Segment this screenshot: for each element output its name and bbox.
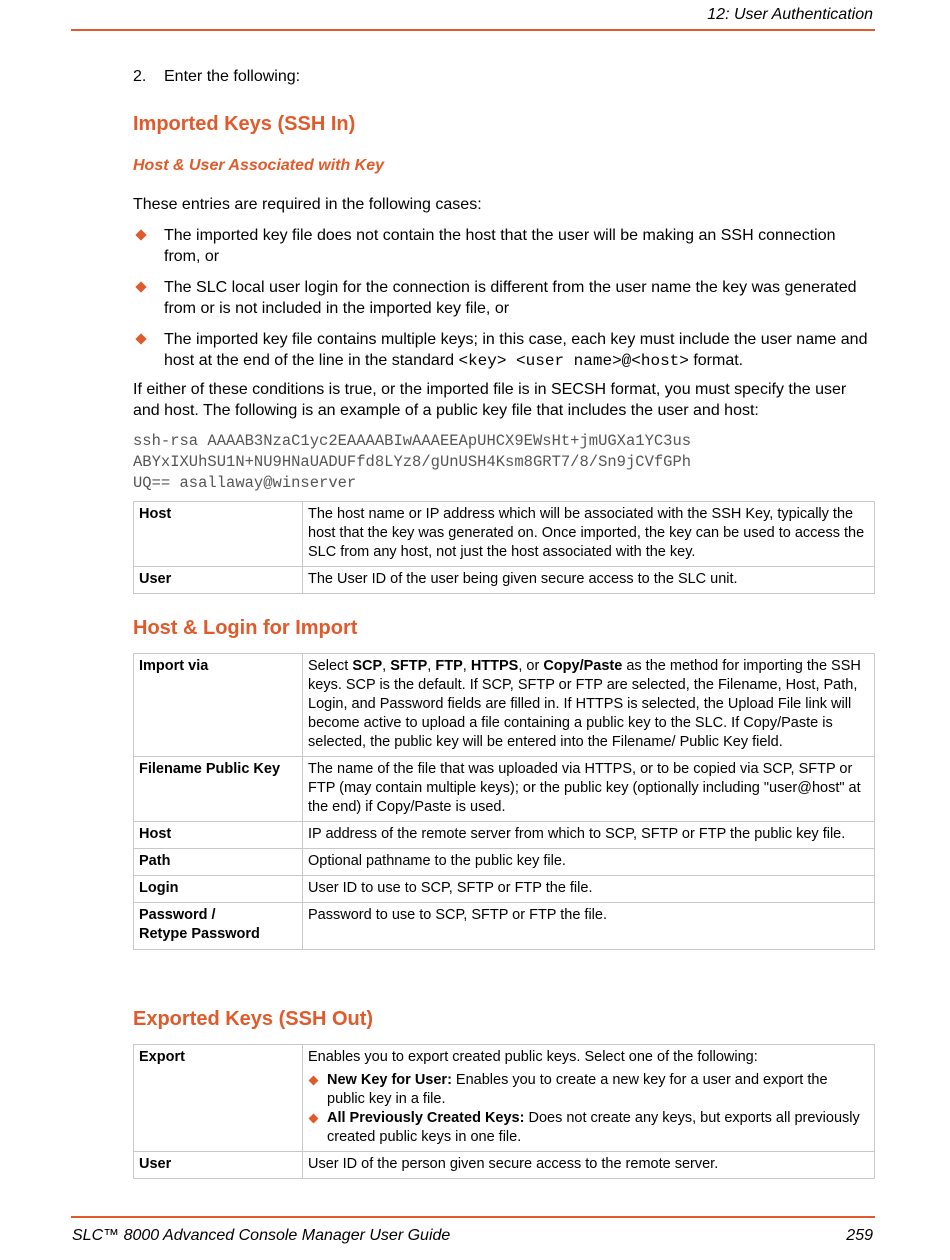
desc-user: The User ID of the user being given secure access to the SLC unit. [303, 567, 875, 594]
heading-host-login: Host & Login for Import [133, 617, 358, 639]
step-2 [133, 68, 875, 86]
footer-title: SLC™ 8000 Advanced Console Manager User Guide [72, 1227, 451, 1244]
step-number: 2. [133, 68, 147, 85]
heading-exported-keys: Exported Keys (SSH Out) [133, 1008, 374, 1030]
term-login: Login [134, 876, 303, 903]
term-filename: Filename Public Key [134, 757, 303, 822]
desc-export: Enables you to export created public keys. Select one of the following: New Key for User: Enables you to create a new key for a user and export the public key in a file. All Previously Created Keys: Does not create any keys, but exports all previously created public keys in one file. [303, 1045, 875, 1152]
term-password: Password / Retype Password [134, 903, 303, 950]
heading-imported-keys: Imported Keys (SSH In) [133, 113, 356, 135]
imported-keys-table [133, 501, 875, 594]
conditions-paragraph: If either of these conditions is true, or the imported file is in SECSH format, you must specify the user and host. The following is an example of a public key file that includes the user and host: [133, 381, 847, 419]
key-example-code: ssh-rsa AAAAB3NzaC1yc2EAAAABIwAAAEEApUHCX9EWsHt+jmUGXa1YC3us ABYxIXUhSU1N+NU9HNaUADUFfd8LYz8/gUnUSH4Ksm8GRT7/8/Sn9jCVfGPh UQ== asallaway@winserver [133, 432, 692, 492]
footer-rule [71, 1216, 875, 1218]
list-item: The imported key file does not contain the host that the user will be making an SSH connection from, or [133, 225, 875, 267]
term-user: User [134, 567, 303, 594]
list-item: All Previously Created Keys: Does not create any keys, but exports all previously created public keys in one file. [308, 1109, 869, 1147]
diamond-bullet-icon [135, 281, 146, 292]
table-row [134, 757, 875, 822]
diamond-bullet-icon [309, 1114, 319, 1124]
term-host: Host [134, 822, 303, 849]
term-path: Path [134, 849, 303, 876]
term-import-via: Import via [134, 654, 303, 757]
table-row [134, 1045, 875, 1152]
term-user: User [134, 1152, 303, 1179]
list-item: New Key for User: Enables you to create a new key for a user and export the public key in a file. [308, 1071, 869, 1109]
host-login-table [133, 653, 875, 950]
desc-login: User ID to use to SCP, SFTP or FTP the file. [303, 876, 875, 903]
subheading-host-user: Host & User Associated with Key [133, 157, 385, 174]
table-row [134, 903, 875, 950]
term-host: Host [134, 502, 303, 567]
desc-host: The host name or IP address which will be associated with the SSH Key, typically the host that the key was generated on. Once imported, the key can be used to access the SLC from any host, not just the host associated with the key. [303, 502, 875, 567]
diamond-bullet-icon [309, 1076, 319, 1086]
desc-import-via: Select SCP, SFTP, FTP, HTTPS, or Copy/Paste as the method for importing the SSH keys. SCP is the default. If SCP, SFTP or FTP are selected, the Filename, Host, Path, Login, and Password fields are filled in. If HTTPS is selected, the Upload File link will become active to upload a file containing a public key to the SLC. If Copy/Paste is selected, the public key will be entered into the Filename/ Public Key field. [303, 654, 875, 757]
table-row [134, 849, 875, 876]
page-number: 259 [846, 1227, 873, 1244]
key-format-code: <key> <user name>@<host> [458, 352, 689, 370]
exported-keys-table [133, 1044, 875, 1179]
desc-path: Optional pathname to the public key file. [303, 849, 875, 876]
intro-paragraph: These entries are required in the following cases: [133, 196, 482, 213]
export-options-list [308, 1071, 869, 1147]
conditions-list [133, 225, 875, 382]
list-item: The SLC local user login for the connection is different from the user name the key was generated from or is not included in the imported key file, or [133, 277, 875, 319]
step-text: Enter the following: [164, 68, 301, 85]
table-row [134, 567, 875, 594]
page-header: 12: User Authentication [707, 6, 873, 23]
table-row [134, 654, 875, 757]
list-item: The imported key file contains multiple keys; in this case, each key must include the user name and host at the end of the line in the standard <key> <user name>@<host> format. [133, 329, 875, 372]
desc-user: User ID of the person given secure access to the remote server. [303, 1152, 875, 1179]
table-row [134, 502, 875, 567]
desc-host: IP address of the remote server from which to SCP, SFTP or FTP the public key file. [303, 822, 875, 849]
header-rule [71, 29, 875, 31]
table-row [134, 1152, 875, 1179]
diamond-bullet-icon [135, 333, 146, 344]
desc-password: Password to use to SCP, SFTP or FTP the file. [303, 903, 875, 950]
table-row [134, 822, 875, 849]
term-export: Export [134, 1045, 303, 1152]
desc-filename: The name of the file that was uploaded via HTTPS, or to be copied via SCP, SFTP or FTP (may contain multiple keys); or the public key (optionally including "user@host" at the end) if Copy/Paste is used. [303, 757, 875, 822]
diamond-bullet-icon [135, 229, 146, 240]
table-row [134, 876, 875, 903]
